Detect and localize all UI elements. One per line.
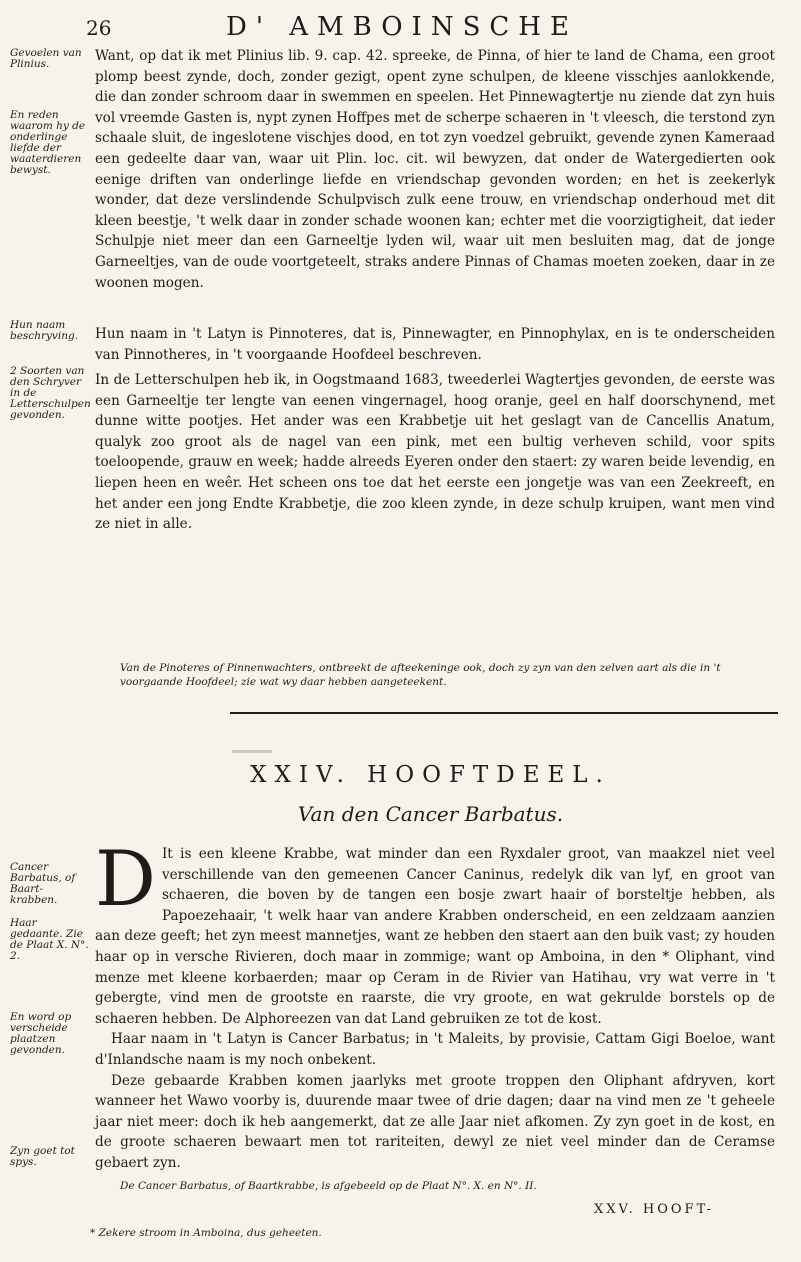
running-title: D' AMBOINSCHE [226,12,578,42]
figure-note: Van de Pinoteres of Pinnenwachters, ontbreekt de afteekeninge ook, doch zy zyn van den zelven aart als die in 't voorgaande Hoofdeel; zie wat wy daar hebben aangeteekent. [120,662,721,688]
margin-note: Haar gedaante. Zie de Plaat X. N°. 2. [10,917,89,962]
margin-note: 2 Soorten van den Schryver in de Letterschulpen gevonden. [10,365,91,421]
paragraph: Want, op dat ik met Plinius lib. 9. cap. 42. spreeke, de Pinna, of hier te land de Chama, een groot plomp beest zynde, doch, zonder gezigt, opent zyne schulpen, de kleene visschjes aanlokkende, die dan zonder schroom daar in swemmen en speelen. Het Pinnewagtertje nu ziende dat zyn huis vol vreemde Gasten is, nypt zynen Hoffpes met de scherpe schaeren in 't vleesch, die terstond zyn schaale sluit, de ingeslotene vischjes dood, en tot zyn voedzel gebruikt, gevende zynen Kameraad een gedeelte daar van, waar uit Plin. loc. cit. wil bewyzen, dat onder de Watergedierten ook eenige driften van onderlinge liefde en vriendschap gevonden worden; en het is zeekerlyk wonder, dat deze verslindende Schulpvisch zulk eene trouw, en vriendschap onderhoud met dit kleen beestje, 't welk daar in zonder schade woonen kan; echter met die voorzigtigheit, dat ieder Schulpje niet meer dan een Garneeltje lyden wil, waar uit men besluiten mag, dat de jonge Garneeltjes, van de oude voortgeteelt, straks andere Pinnas of Chamas moeten zoeken, daar in ze woonen mogen. [95,48,775,291]
paragraph: It is een kleene Krabbe, wat minder dan een Ryxdaler groot, van maakzel niet veel verschillende van den gemeenen Cancer Caninus, redelyk dik van lyf, en groot van schaeren, die boven by de tangen een bosje zwart haair of borsteltje hebben, als Papoezehaair, 't welk haar van andere Krabben onderscheid, en een zeldzaam aanzien aan deze geeft; het zyn meest mannetjes, want ze hebben den staert aan den buik vast; zy houden haar op in versche Rivieren, doch maar in zommige; want op Amboina, in den * Oliphant, vind menze met kleene korbaerden; maar op Ceram in de Rivier van Hatihau, vry wat verre in 't gebergte, vind men de grootste en raarste, die vry groote, en wat gekrulde borstels op de schaeren hebben. De Alphoreezen van dat Land gebruiken ze tot de kost. [95,846,775,1027]
margin-note: Zyn goet tot spys. [10,1145,75,1168]
text-block-1 [95,46,775,293]
text-block-3 [95,370,775,535]
chapter-text [95,834,775,1174]
section-rule [230,712,778,714]
chapter-subtitle: Van den Cancer Barbatus. [297,802,564,826]
ornament [232,750,272,753]
page-header [0,10,801,40]
catchword: XXV. HOOFT- [594,1202,714,1217]
paragraph: Deze gebaarde Krabben komen jaarlyks met groote troppen den Oliphant afdryven, kort wanneer het Wawo voorby is, duurende maar twee of drie dagen; daar na vind men ze 't geheele jaar niet meer: doch ik heb aangemerkt, dat ze alle Jaar niet afkomen. Zy zyn goet in de kost, en de groote schaeren bewaart men tot rariteiten, dewyl ze niet veel minder dan de Ceramse gebaert zyn. [95,1072,775,1171]
drop-cap: D [95,834,156,923]
margin-note: Gevoelen van Plinius. [10,47,82,70]
margin-note: Hun naam beschryving. [10,319,79,342]
chapter-heading: XXIV. HOOFTDEEL. [250,762,611,788]
paragraph: Hun naam in 't Latyn is Pinnoteres, dat is, Pinnewagter, en Pinnophylax, en is te onderscheiden van Pinnotheres, in 't voorgaande Hoofdeel beschreven. [95,326,775,363]
margin-note: Cancer Barbatus, of Baart-krabben. [10,861,76,906]
footnote: * Zekere stroom in Amboina, dus geheeten. [90,1227,322,1239]
paragraph: In de Letterschulpen heb ik, in Oogstmaand 1683, tweederlei Wagtertjes gevonden, de eerste was een Garneeltje ter lengte van eenen vingernagel, hoog oranje, geel en half doorschynend, met dunne witte pootjes. Het ander was een Krabbetje uit het geslagt van de Cancellis Anatum, qualyk zoo groot als de nagel van een pink, met een bultig verheven schild, voor spits toeloopende, grauw en week; hadde alreeds Eyeren onder den staert: zy waren beide levendig, en liepen heen en weêr. Het scheen ons toe dat het eerste een jongetje was van een Zeekreeft, en het ander een jong Endte Krabbetje, die zoo kleen zynde, in deze schulp kruipen, want men vind ze niet in alle. [95,372,775,533]
figure-note: De Cancer Barbatus, of Baartkrabbe, is afgebeeld op de Plaat N°. X. en N°. II. [120,1180,537,1192]
paragraph: Haar naam in 't Latyn is Cancer Barbatus; in 't Maleits, by provisie, Cattam Gigi Boeloe, want d'Inlandsche naam is my noch onbekent. [95,1031,775,1068]
margin-note: En reden waarom hy de onderlinge liefde der waaterdieren bewyst. [10,109,86,176]
page-number: 26 [86,16,112,40]
margin-note: En word op verscheide plaatzen gevonden. [10,1011,72,1056]
text-block-2 [95,324,775,365]
